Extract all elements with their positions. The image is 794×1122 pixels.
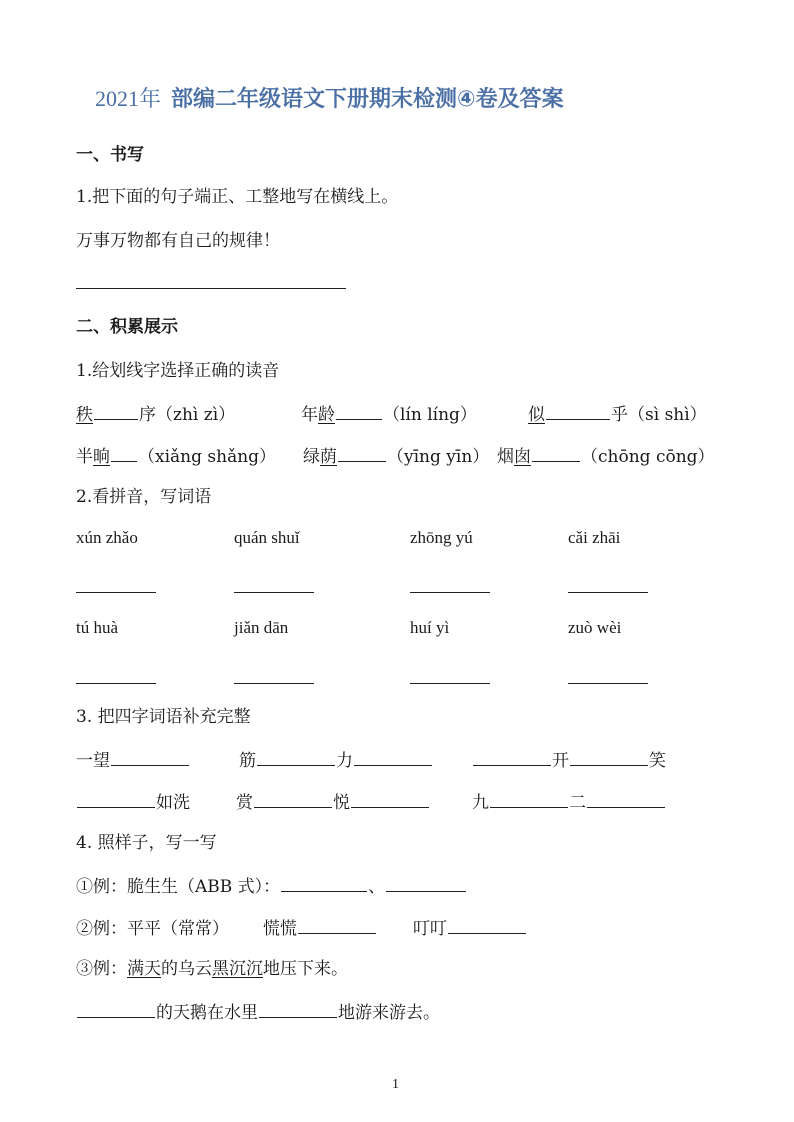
char: 笑 xyxy=(649,751,666,771)
example-line xyxy=(76,916,527,940)
blank[interactable] xyxy=(570,748,648,766)
char: 年 xyxy=(301,405,318,425)
pinyin-word: jiǎn dān xyxy=(234,618,289,637)
pinyin-word: huí yì xyxy=(410,618,450,637)
blank[interactable] xyxy=(386,874,466,892)
answer-line[interactable] xyxy=(234,683,314,684)
question-instruction: 4. 照样子，写一写 xyxy=(76,833,217,853)
title-year: 2021年 xyxy=(95,86,162,111)
blank[interactable] xyxy=(354,748,432,766)
blank[interactable] xyxy=(77,790,155,808)
pinyin-word: zhōng yú xyxy=(410,528,473,547)
char: 开 xyxy=(552,751,569,771)
example-text: 的乌云 xyxy=(161,959,212,979)
underlined-word: 满天 xyxy=(127,959,161,979)
blank[interactable] xyxy=(111,444,137,462)
copy-sentence: 万事万物都有自己的规律！ xyxy=(76,231,280,251)
example-text: ①例：脆生生（ABB 式）： xyxy=(76,877,281,897)
pinyin-options: （lín líng） xyxy=(383,405,477,425)
blank[interactable] xyxy=(336,402,382,420)
pronunciation-item xyxy=(528,402,707,426)
blank[interactable] xyxy=(490,790,568,808)
blank[interactable] xyxy=(77,1000,155,1018)
answer-line[interactable] xyxy=(76,288,346,289)
answer-line[interactable] xyxy=(568,592,648,593)
sentence-text: 地游来游去。 xyxy=(338,1003,440,1023)
separator: 、 xyxy=(368,877,386,897)
sentence-text: 的天鹅在水里 xyxy=(156,1003,258,1023)
fill-line xyxy=(76,1000,440,1024)
blank[interactable] xyxy=(532,444,580,462)
char: 序 xyxy=(139,405,156,425)
idiom-item xyxy=(472,790,666,814)
example-text: 地压下来。 xyxy=(263,959,348,979)
pinyin-word: xún zhǎo xyxy=(76,528,138,547)
char: 九 xyxy=(472,793,489,813)
char: 悦 xyxy=(333,793,350,813)
pronunciation-item xyxy=(76,444,276,468)
char: 如洗 xyxy=(156,793,190,813)
pinyin-word: zuò wèi xyxy=(568,618,622,637)
pronunciation-item xyxy=(497,444,715,468)
blank[interactable] xyxy=(94,402,138,420)
idiom-item xyxy=(472,748,666,772)
answer-line[interactable] xyxy=(76,592,156,593)
question-instruction: 1.把下面的句子端正、工整地写在横线上。 xyxy=(76,187,399,207)
word: 慌慌 xyxy=(263,919,297,939)
answer-line[interactable] xyxy=(568,683,648,684)
example-text: ②例：平平（常常） xyxy=(76,919,229,939)
blank[interactable] xyxy=(254,790,332,808)
pinyin-options: （yīng yīn） xyxy=(387,447,490,467)
example-line xyxy=(76,874,467,898)
question-instruction: 3. 把四字词语补充完整 xyxy=(76,707,251,727)
underlined-char: 秩 xyxy=(76,405,93,425)
underlined-char: 晌 xyxy=(93,447,110,467)
char: 赏 xyxy=(236,793,253,813)
blank[interactable] xyxy=(259,1000,337,1018)
answer-line[interactable] xyxy=(410,592,490,593)
pronunciation-item xyxy=(76,402,235,426)
example-text: ③例： xyxy=(76,959,127,979)
page-number: 1 xyxy=(392,1077,399,1092)
blank[interactable] xyxy=(257,748,335,766)
title-main: 部编二年级语文下册期末检测④卷及答案 xyxy=(171,87,564,112)
blank[interactable] xyxy=(351,790,429,808)
idiom-item xyxy=(76,748,190,772)
char: 半 xyxy=(76,447,93,467)
underlined-char: 荫 xyxy=(320,447,337,467)
answer-line[interactable] xyxy=(234,592,314,593)
char: 二 xyxy=(569,793,586,813)
underlined-char: 似 xyxy=(528,405,545,425)
pinyin-word: tú huà xyxy=(76,618,119,637)
question-instruction: 2.看拼音，写词语 xyxy=(76,487,212,507)
idiom-item xyxy=(239,748,433,772)
word: 叮叮 xyxy=(413,919,447,939)
example-line xyxy=(76,958,348,980)
pinyin-word: quán shuǐ xyxy=(234,528,300,547)
idiom-item xyxy=(76,790,190,814)
pinyin-options: （sì shì） xyxy=(628,405,707,425)
underlined-char: 龄 xyxy=(318,405,335,425)
blank[interactable] xyxy=(546,402,610,420)
pronunciation-item xyxy=(301,402,477,426)
page-title xyxy=(95,82,564,113)
pinyin-word: cǎi zhāi xyxy=(568,528,621,547)
underlined-word: 黑沉沉 xyxy=(212,959,263,979)
blank[interactable] xyxy=(473,748,551,766)
pinyin-options: （xiǎng shǎng） xyxy=(138,447,277,467)
question-instruction: 1.给划线字选择正确的读音 xyxy=(76,361,280,381)
char: 烟 xyxy=(497,447,514,467)
char: 一望 xyxy=(76,751,110,771)
char: 绿 xyxy=(303,447,320,467)
blank[interactable] xyxy=(281,874,367,892)
pinyin-options: （chōng cōng） xyxy=(581,447,715,467)
blank[interactable] xyxy=(338,444,386,462)
blank[interactable] xyxy=(111,748,189,766)
answer-line[interactable] xyxy=(76,683,156,684)
pinyin-options: （zhì zì） xyxy=(156,405,236,425)
char: 力 xyxy=(336,751,353,771)
blank[interactable] xyxy=(448,916,526,934)
section-heading-accumulation: 二、积累展示 xyxy=(76,317,178,337)
answer-line[interactable] xyxy=(410,683,490,684)
pronunciation-item xyxy=(303,444,489,468)
char: 筋 xyxy=(239,751,256,771)
idiom-item xyxy=(236,790,430,814)
char: 乎 xyxy=(611,405,628,425)
blank[interactable] xyxy=(587,790,665,808)
section-heading-writing: 一、书写 xyxy=(76,145,144,165)
underlined-char: 囱 xyxy=(514,447,531,467)
blank[interactable] xyxy=(298,916,376,934)
